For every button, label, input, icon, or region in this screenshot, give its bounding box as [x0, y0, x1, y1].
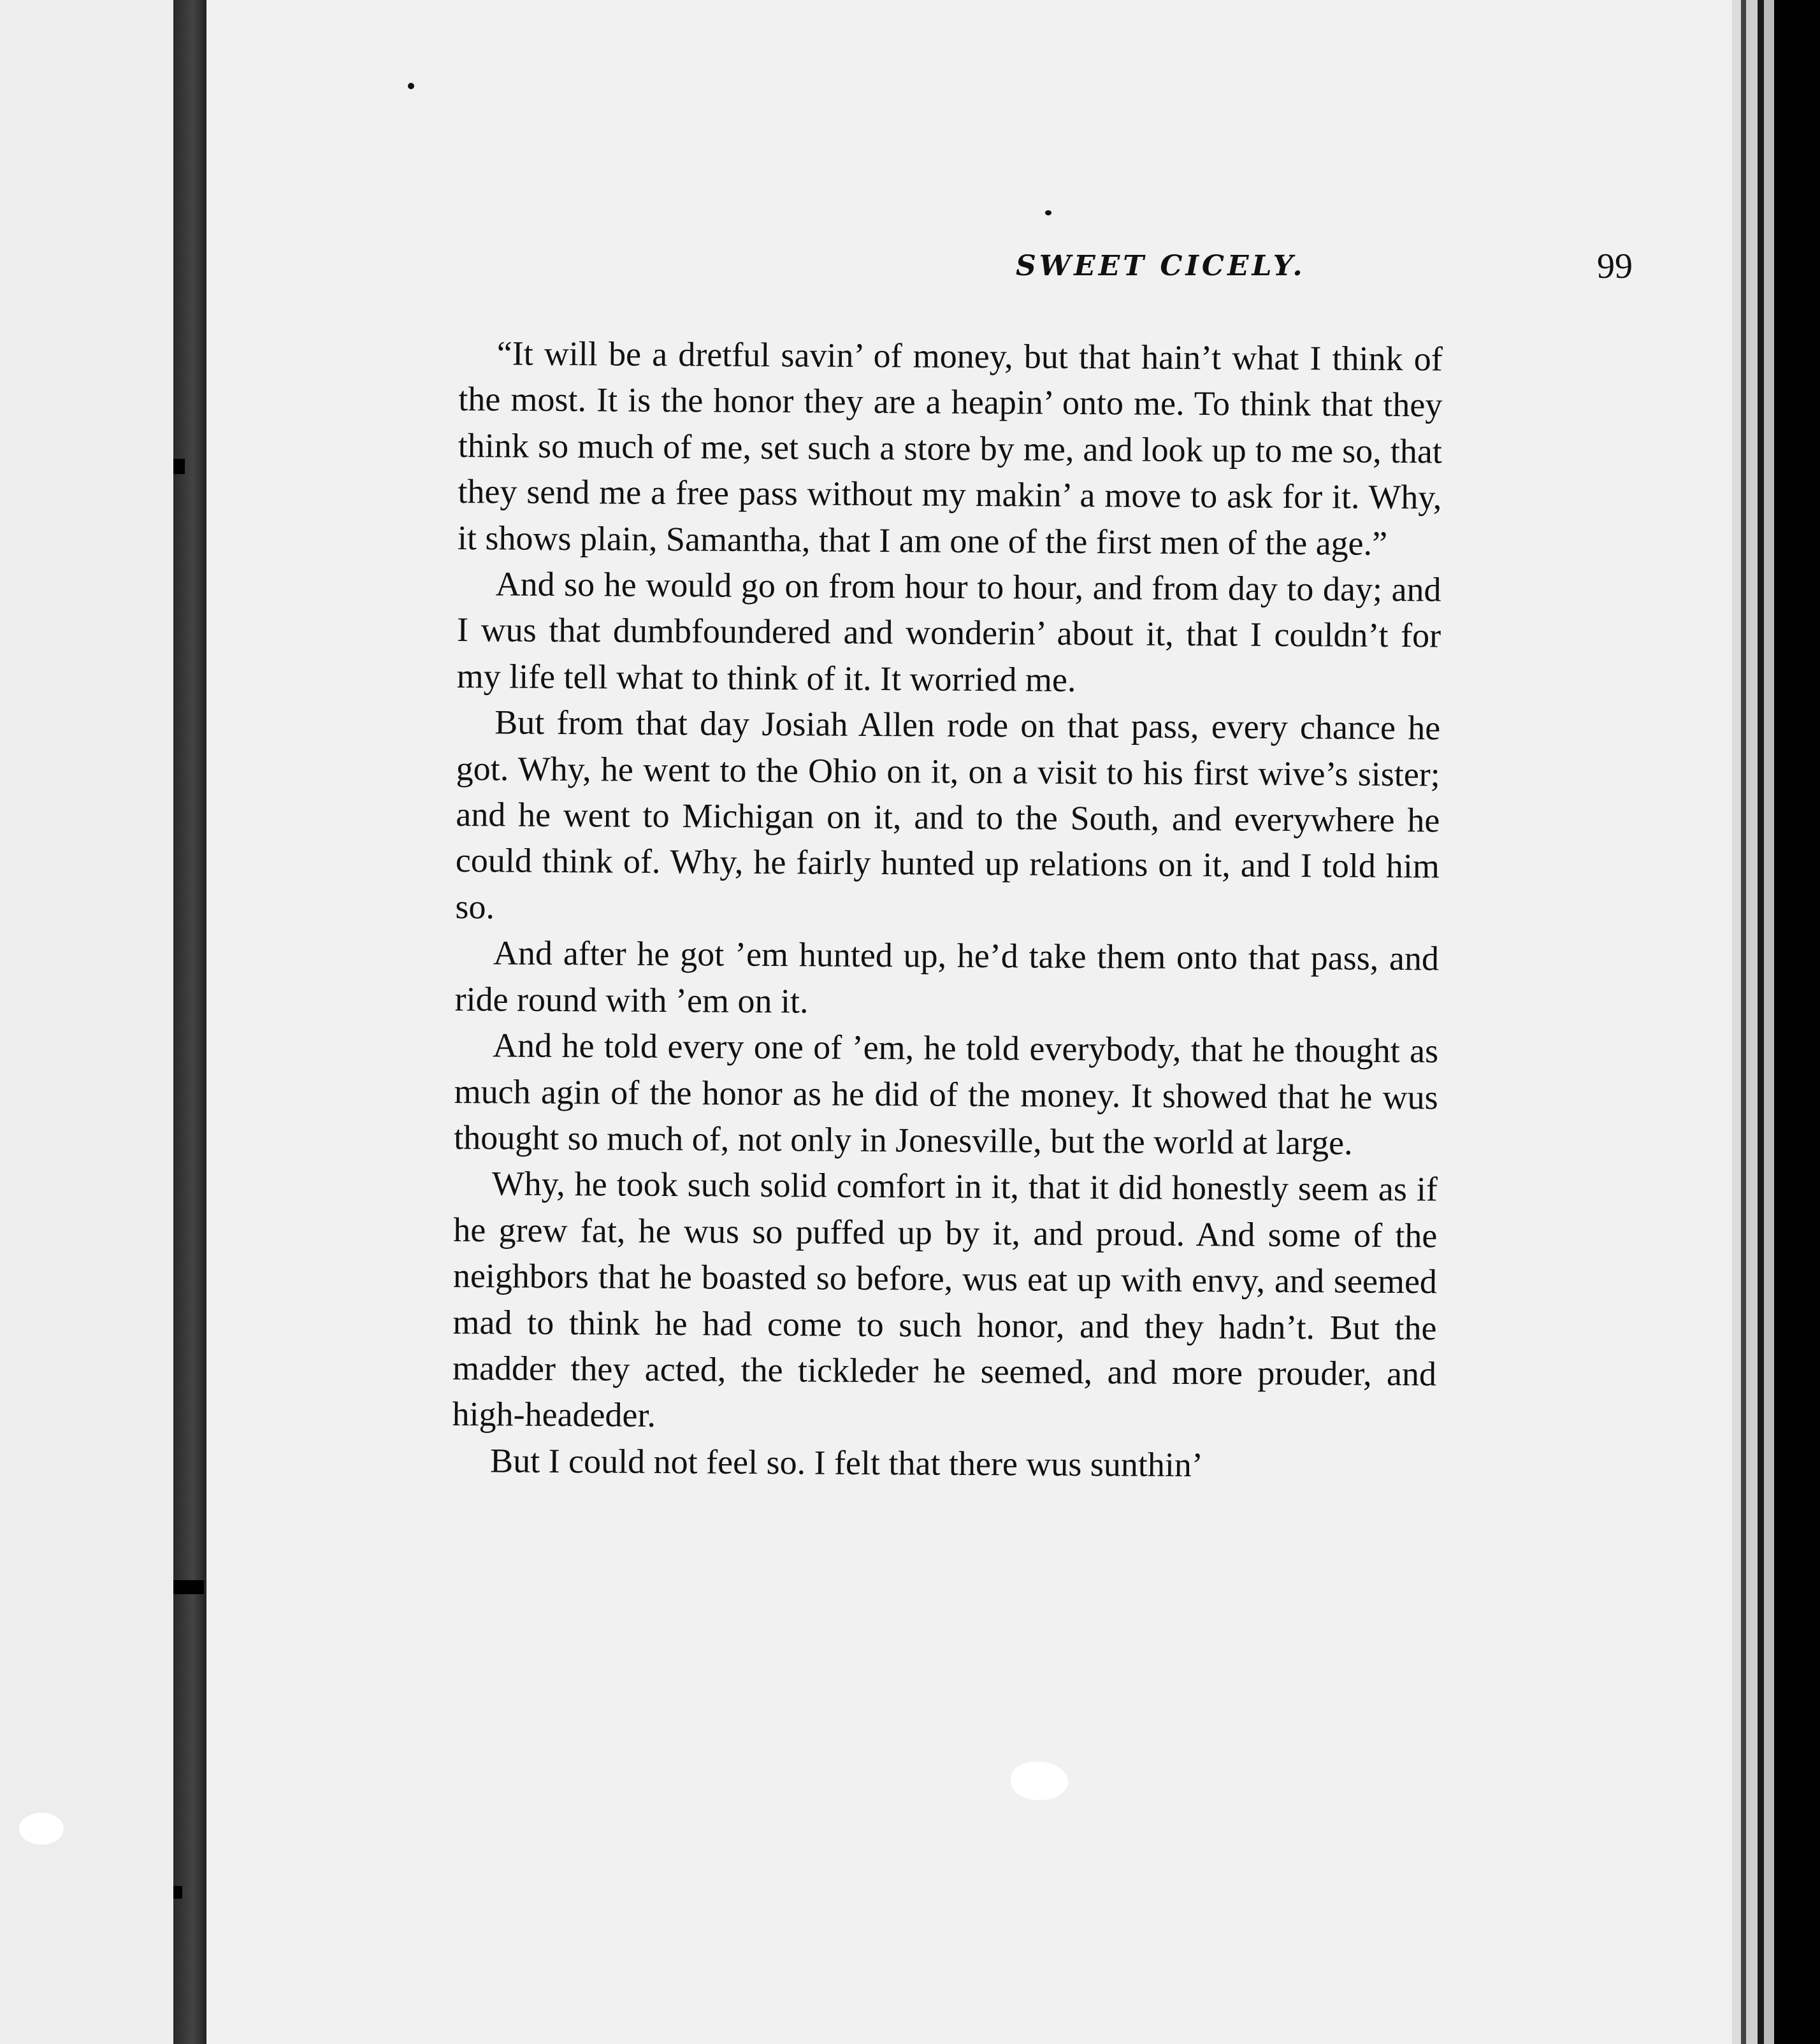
running-head: SWEET CICELY. [1016, 250, 1306, 282]
paragraph: But from that day Josiah Allen rode on that pass, every chance he got. Why, he went to the Ohio on it, on a visit to his first wive’s sister; and he went to Michigan on it, and to the South, and everywhere he could think of. Why, he fairly hunted up relations on it, and I told him so. [455, 703, 1441, 926]
paragraph: And after he got ’em hunted up, he’d take them onto that pass, and ride round with ’em on it. [454, 933, 1440, 1021]
paragraph: “It will be a dretful savin’ of money, but that hain’t what I think of the most. It is the honor they are a heapin’ onto me. To think that they think so much of me, set such a store by me, and look up to me so, that they send me a free pass without my makin’ a move to ask for it. Why, it shows plain, Samantha, that I am one of the first men of the age.” [457, 334, 1443, 563]
body-text [452, 330, 1443, 1490]
page-stack-edge [1758, 0, 1764, 2044]
ink-speck [1045, 210, 1051, 215]
paragraph: Why, he took such solid comfort in it, that it did honestly seem as if he grew fat, he wus so puffed up by it, and proud. And some of the neighbors that he boasted so before, wus eat up with envy, and seemed mad to think he had come to such honor, and they hadn’t. But the madder they acted, the tickleder he seemed, and more prouder, and high-headeder. [452, 1164, 1438, 1435]
gutter-mark [173, 1886, 182, 1899]
page-number: 99 [1597, 247, 1633, 286]
paragraph: But I could not feel so. I felt that there wus sunthin’ [489, 1441, 1204, 1484]
book-gutter [173, 0, 206, 2044]
page-stack-edge [1774, 0, 1820, 2044]
page-stack-edge [1746, 0, 1758, 2044]
paragraph: And he told every one of ’em, he told everybody, that he thought as much agin of the honor as he did of the money. It showed that he wus thought so much of, not only in Jonesville, but the world at large. [454, 1026, 1439, 1162]
page-stack-edge [1732, 0, 1741, 2044]
gutter-mark [173, 459, 185, 474]
paragraph: And so he would go on from hour to hour, and from day to day; and I wus that dumbfoundered and wonderin’ about it, that I couldn’t for my life tell what to think of it. It worried me. [456, 565, 1441, 699]
page-stack-edge [1741, 0, 1746, 2044]
ink-speck [408, 83, 414, 89]
gutter-mark [173, 1580, 204, 1594]
page-stack-edge [1764, 0, 1774, 2044]
paper-blemish [19, 1813, 64, 1845]
facing-page-edge [0, 0, 173, 2044]
paper-blemish [1011, 1762, 1068, 1800]
